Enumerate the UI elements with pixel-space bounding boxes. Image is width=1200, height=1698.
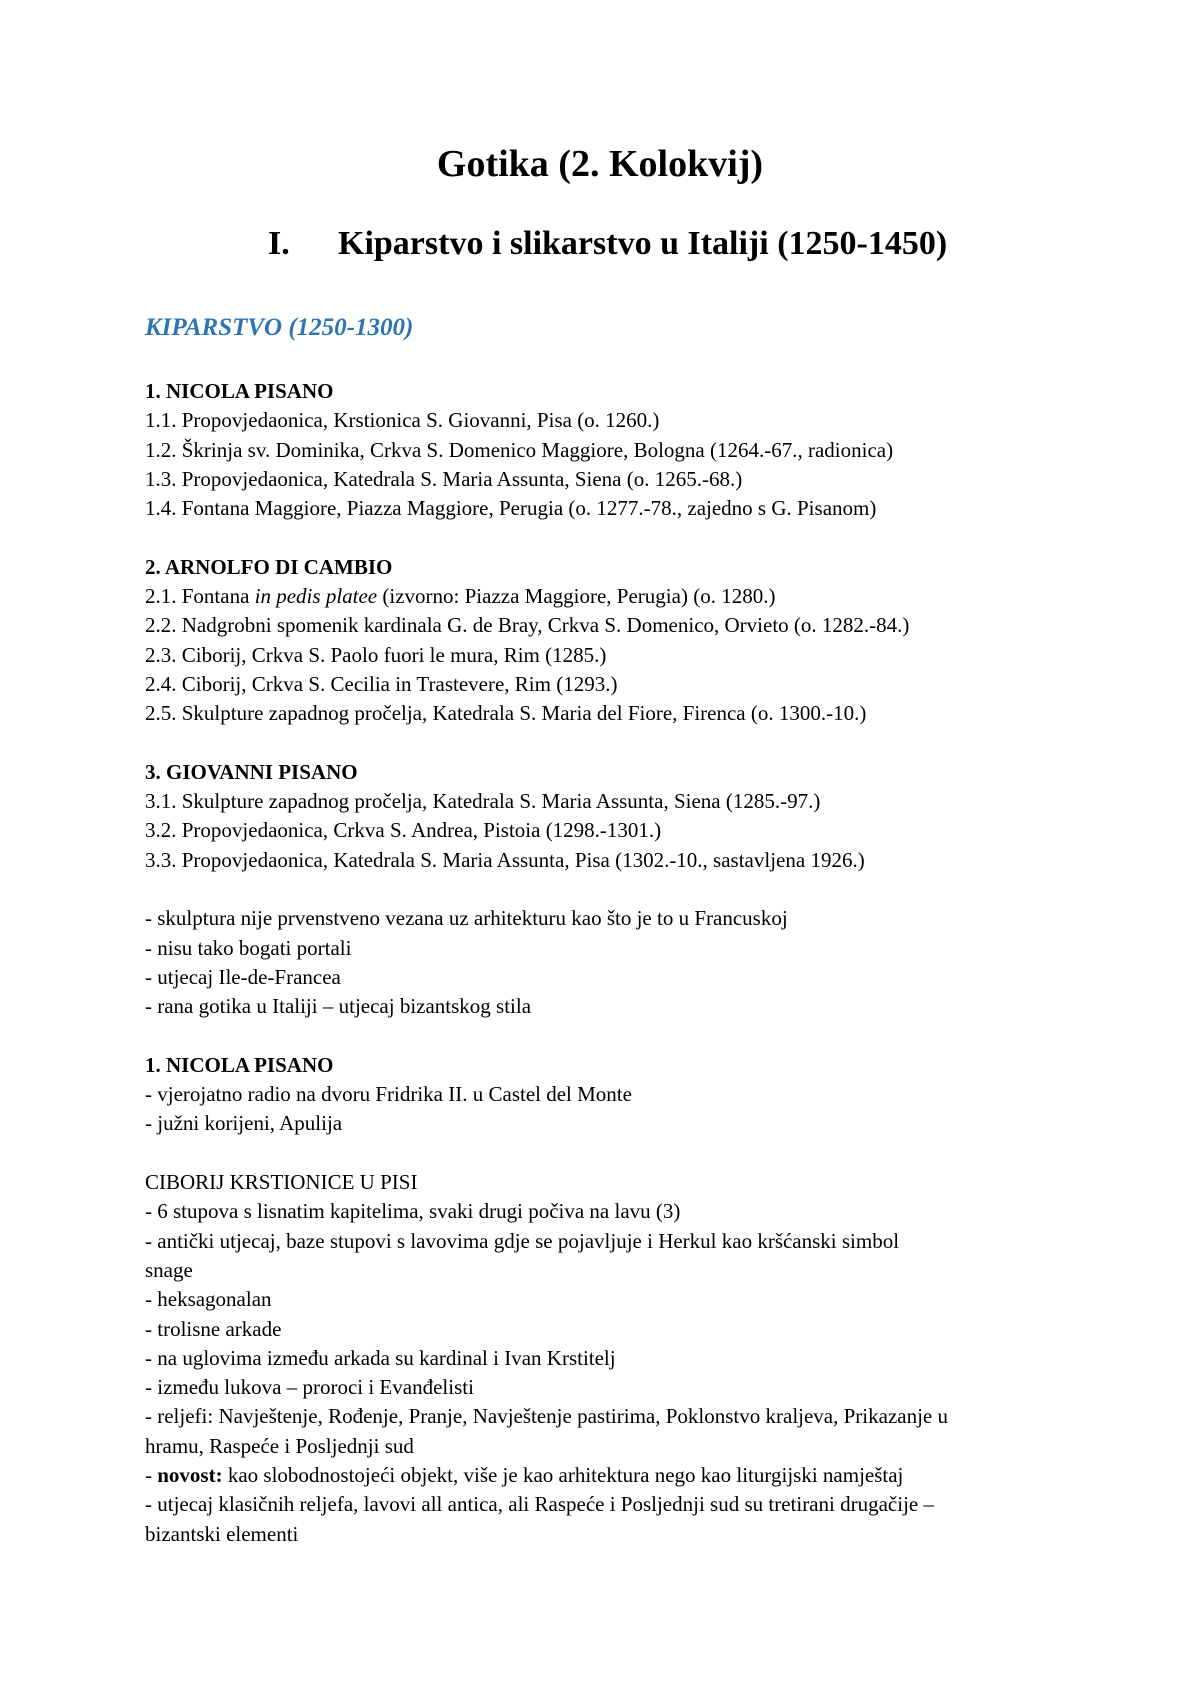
note-line: - na uglovima između arkada su kardinal i Ivan Krstitelj — [145, 1345, 616, 1370]
list-item: 3.2. Propovjedaonica, Crkva S. Andrea, Pistoia (1298.-1301.) — [145, 818, 662, 843]
list-item: 1.2. Škrinja sv. Dominika, Crkva S. Domenico Maggiore, Bologna (1264.-67., radionica) — [145, 437, 894, 462]
spacer — [145, 729, 1075, 758]
nicola-list-heading: 1. NICOLA PISANO — [145, 379, 334, 403]
note-line: - skulptura nije prvenstveno vezana uz arhitekturu kao što je to u Francuskoj — [145, 906, 788, 931]
note-line: - južni korijeni, Apulija — [145, 1111, 343, 1136]
note-line: - utjecaj Ile-de-Francea — [145, 964, 341, 989]
list-item-prefix: 2.1. Fontana — [145, 584, 255, 609]
list-item: 2.3. Ciborij, Crkva S. Paolo fuori le mura, Rim (1285.) — [145, 642, 607, 667]
note-line: - antički utjecaj, baze stupovi s lavovima gdje se pojavljuje i Herkul kao kršćanski simbol — [145, 1228, 900, 1253]
chapter-heading — [268, 222, 947, 266]
note-line: - utjecaj klasičnih reljefa, lavovi all antica, ali Raspeće i Posljednji sud su tretirani drugačije – — [145, 1492, 934, 1517]
chapter-number: I. — [268, 225, 290, 262]
note-line: - nisu tako bogati portali — [145, 935, 352, 960]
list-item: 2.2. Nadgrobni spomenik kardinala G. de Bray, Crkva S. Domenico, Orvieto (o. 1282.-84.) — [145, 613, 910, 638]
novost-text: kao slobodnostojeći objekt, više je kao arhitektura nego kao liturgijski namještaj — [222, 1462, 904, 1487]
document-title: Gotika (2. Kolokvij) — [436, 143, 764, 185]
novost-dash: - — [145, 1462, 158, 1487]
list-item: 3.1. Skulpture zapadnog pročelja, Katedrala S. Maria Assunta, Siena (1285.-97.) — [145, 789, 821, 814]
spacer — [145, 1139, 1075, 1168]
list-item-suffix: (izvorno: Piazza Maggiore, Perugia) (o. 1280.) — [377, 584, 776, 609]
note-line: - trolisne arkade — [145, 1316, 282, 1341]
spacer — [145, 875, 1075, 904]
note-line: - vjerojatno radio na dvoru Fridrika II. u Castel del Monte — [145, 1082, 632, 1107]
novost-label: novost: — [157, 1462, 223, 1487]
note-line: - rana gotika u Italiji – utjecaj bizantskog stila — [145, 994, 532, 1019]
list-item — [145, 582, 1075, 611]
note-line: - heksagonalan — [145, 1287, 272, 1312]
note-line: snage — [145, 1257, 193, 1282]
list-item: 1.1. Propovjedaonica, Krstionica S. Giovanni, Pisa (o. 1260.) — [145, 408, 660, 433]
giovanni-list-heading: 3. GIOVANNI PISANO — [145, 759, 358, 784]
note-line: - reljefi: Navještenje, Rođenje, Pranje, Navještenje pastirima, Poklonstvo kraljeva, Prikazanje u — [145, 1404, 949, 1429]
spacer — [145, 1022, 1075, 1051]
section-heading: KIPARSTVO (1250-1300) — [145, 314, 414, 341]
arnolfo-list-heading: 2. ARNOLFO DI CAMBIO — [145, 554, 393, 579]
list-item: 2.4. Ciborij, Crkva S. Cecilia in Trastevere, Rim (1293.) — [145, 671, 618, 696]
note-line: - 6 stupova s lisnatim kapitelima, svaki drugi počiva na lavu (3) — [145, 1199, 681, 1224]
novost-line — [145, 1461, 1075, 1490]
chapter-title: Kiparstvo i slikarstvo u Italiji (1250-1450) — [338, 225, 948, 262]
list-item: 1.4. Fontana Maggiore, Piazza Maggiore, Perugia (o. 1277.-78., zajedno s G. Pisanom) — [145, 496, 877, 521]
list-item: 2.5. Skulpture zapadnog pročelja, Katedrala S. Maria del Fiore, Firenca (o. 1300.-10.) — [145, 701, 867, 726]
note-line: hramu, Raspeće i Posljednji sud — [145, 1433, 414, 1458]
note-line: - između lukova – proroci i Evanđelisti — [145, 1375, 474, 1400]
document-body — [145, 377, 1075, 1549]
list-item: 3.3. Propovjedaonica, Katedrala S. Maria Assunta, Pisa (1302.-10., sastavljena 1926.) — [145, 847, 865, 872]
spacer — [145, 523, 1075, 552]
list-item: 1.3. Propovjedaonica, Katedrala S. Maria Assunta, Siena (o. 1265.-68.) — [145, 466, 743, 491]
nicola-section-heading: 1. NICOLA PISANO — [145, 1052, 334, 1077]
note-line: bizantski elementi — [145, 1521, 299, 1546]
ciborij-heading: CIBORIJ KRSTIONICE U PISI — [145, 1170, 418, 1195]
list-item-italic: in pedis platee — [254, 584, 378, 609]
